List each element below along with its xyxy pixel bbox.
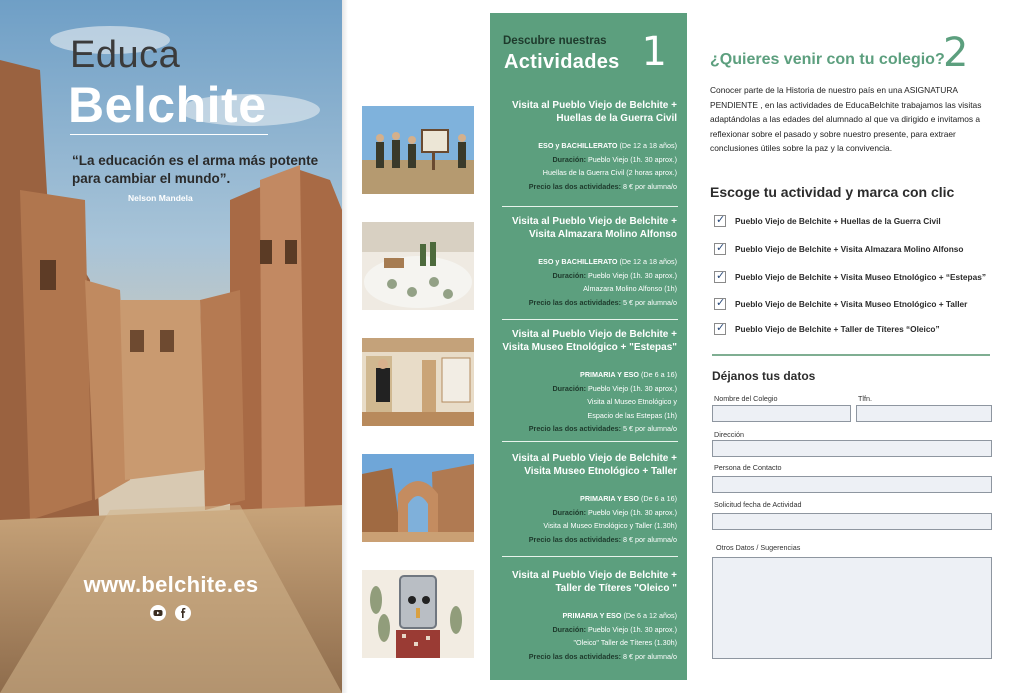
activity-option-label: Pueblo Viejo de Belchite + Visita Museo Etnológico + Taller <box>735 299 968 309</box>
activity-item <box>490 328 687 436</box>
activity-level: ESO y BACHILLERATO <box>538 141 618 150</box>
activity-price: 8 € por alumna/o <box>623 534 677 544</box>
activity-item <box>490 99 687 193</box>
activity-title: Visita al Pueblo Viejo de Belchite + Huellas de la Guerra Civil <box>512 100 677 124</box>
activity-price: 8 € por alumna/o <box>623 651 677 661</box>
activity-option-2[interactable] <box>714 242 963 256</box>
activity-price: 5 € por alumna/o <box>623 297 677 307</box>
notes-label: Otros Datos / Sugerencias <box>716 543 801 552</box>
activity-duration: Pueblo Viejo (1h. 30 aprox.) <box>588 624 677 634</box>
activity-level: ESO y BACHILLERATO <box>538 257 618 266</box>
activity-duration: Pueblo Viejo (1h. 30 aprox.) <box>588 154 677 164</box>
activity-date-label: Solicitud fecha de Actividad <box>714 500 802 509</box>
notes-textarea[interactable] <box>712 557 992 659</box>
activity-title: Visita al Pueblo Viejo de Belchite + Visita Museo Etnológico + Taller <box>512 453 677 477</box>
activity-checkbox[interactable] <box>714 271 726 283</box>
activity-option-label: Pueblo Viejo de Belchite + Huellas de la Guerra Civil <box>735 216 941 226</box>
activity-level: PRIMARIA Y ESO <box>562 611 622 620</box>
activity-item <box>490 215 687 309</box>
duration-label: Duración: <box>552 624 587 634</box>
form-divider <box>712 354 990 356</box>
school-name-input[interactable] <box>712 405 851 422</box>
price-label: Precio las dos actividades: <box>528 424 622 433</box>
activity-extra: Visita al Museo Etnológico y <box>587 397 677 406</box>
activity-option-4[interactable] <box>714 297 967 311</box>
activity-price: 8 € por alumna/o <box>623 181 677 191</box>
photo-guerra-civil <box>362 106 474 194</box>
activity-age: (De 12 a 18 años) <box>619 141 677 150</box>
duration-label: Duración: <box>552 507 587 517</box>
activity-age: (De 6 a 16) <box>641 494 677 503</box>
activity-checkbox[interactable] <box>714 215 726 227</box>
activity-checkbox[interactable] <box>714 323 726 335</box>
school-form-panel <box>710 0 1010 693</box>
activity-checkbox[interactable] <box>714 298 726 310</box>
brand-belchite: Belchite <box>68 77 267 133</box>
form-question-title: ¿Quieres venir con tu colegio? <box>710 51 945 68</box>
activity-age: (De 12 a 18 años) <box>619 257 677 266</box>
activity-divider <box>502 556 678 557</box>
activity-extra: Visita al Museo Etnológico y Taller (1.30h) <box>543 521 677 530</box>
check-icon: ✓ <box>716 214 726 226</box>
activity-option-3[interactable] <box>714 270 986 284</box>
choose-activity-title: Escoge tu actividad y marca con clic <box>710 184 955 200</box>
contact-input[interactable] <box>712 476 992 493</box>
check-icon: ✓ <box>716 270 726 282</box>
activity-extra: "Oleico" Taller de Títeres (1.30h) <box>573 638 677 647</box>
photo-almazara <box>362 222 474 310</box>
brand-divider <box>70 134 268 135</box>
activity-level: PRIMARIA Y ESO <box>580 494 640 503</box>
address-input[interactable] <box>712 440 992 457</box>
activity-option-label: Pueblo Viejo de Belchite + Taller de Títeres “Oleico” <box>735 324 940 334</box>
cover-panel <box>0 0 342 693</box>
activity-extra: Almazara Molino Alfonso (1h) <box>583 284 677 293</box>
activity-date-input[interactable] <box>712 513 992 530</box>
activity-checkbox[interactable] <box>714 243 726 255</box>
activities-title: Actividades <box>504 51 620 73</box>
activity-age: (De 6 a 12 años) <box>623 611 677 620</box>
activity-title: Visita al Pueblo Viejo de Belchite + Visita Almazara Molino Alfonso <box>512 216 677 240</box>
page-fold-shadow <box>342 0 348 693</box>
photo-iglesia-ruinas <box>362 454 474 542</box>
activity-option-1[interactable] <box>714 214 941 228</box>
check-icon: ✓ <box>716 322 726 334</box>
price-label: Precio las dos actividades: <box>528 297 622 307</box>
activity-option-label: Pueblo Viejo de Belchite + Visita Museo Etnológico + “Estepas” <box>735 272 986 282</box>
photo-titeres <box>362 570 474 658</box>
activity-price: 5 € por alumna/o <box>623 424 677 433</box>
youtube-icon[interactable] <box>150 605 166 621</box>
form-intro-text: Conocer parte de la Historia de nuestro país en una ASIGNATURA PENDIENTE , en las actividades de EducaBelchite trabajamos las visitas adaptándolas a las edades del alumnado al que va dirigido e invitamos a reflexionar sobre el pasado y sobre nuestro presente, para extraer conclusiones útiles sobre la paz y la convivencia. <box>710 85 982 153</box>
section-number: 1 <box>641 29 667 75</box>
activity-divider <box>502 441 678 442</box>
website-link[interactable]: www.belchite.es <box>83 572 259 597</box>
phone-input[interactable] <box>856 405 992 422</box>
check-icon: ✓ <box>716 297 726 309</box>
activities-subtitle: Descubre nuestras <box>503 35 607 47</box>
quote-text: “La educación es el arma más potente para cambiar el mundo”. <box>72 153 319 186</box>
activity-option-label: Pueblo Viejo de Belchite + Visita Almazara Molino Alfonso <box>735 244 964 254</box>
brand-educa: Educa <box>70 34 181 76</box>
activity-duration: Pueblo Viejo (1h. 30 aprox.) <box>588 507 677 517</box>
section-number: 2 <box>943 30 969 76</box>
activity-item <box>490 569 687 663</box>
duration-label: Duración: <box>552 154 587 164</box>
activity-duration: Pueblo Viejo (1h. 30 aprox.) <box>588 270 677 280</box>
activity-option-5[interactable] <box>714 322 940 336</box>
activity-item <box>490 452 687 546</box>
price-label: Precio las dos actividades: <box>528 181 622 191</box>
school-name-label: Nombre del Colegio <box>714 394 778 403</box>
activity-level: PRIMARIA Y ESO <box>580 370 640 379</box>
activity-extra: Huellas de la Guerra Civil (2 horas aprox.) <box>542 168 677 177</box>
quote-author: Nelson Mandela <box>128 193 193 203</box>
facebook-icon[interactable] <box>175 605 191 621</box>
contact-label: Persona de Contacto <box>714 463 782 472</box>
phone-label: Tlfn. <box>858 394 872 403</box>
activity-duration: Pueblo Viejo (1h. 30 aprox.) <box>588 383 677 393</box>
activity-title: Visita al Pueblo Viejo de Belchite + Taller de Títeres "Oleico " <box>512 570 677 594</box>
duration-label: Duración: <box>552 270 587 280</box>
activity-divider <box>502 206 678 207</box>
price-label: Precio las dos actividades: <box>528 534 622 544</box>
activity-age: (De 6 a 16) <box>641 370 677 379</box>
data-section-title: Déjanos tus datos <box>712 369 816 383</box>
duration-label: Duración: <box>552 383 587 393</box>
activities-panel <box>490 13 687 680</box>
activity-divider <box>502 319 678 320</box>
activity-extra2: Espacio de las Estepas (1h) <box>587 410 677 420</box>
photo-museo-etnologico <box>362 338 474 426</box>
activity-title: Visita al Pueblo Viejo de Belchite + Visita Museo Etnológico + "Estepas" <box>502 329 677 353</box>
price-label: Precio las dos actividades: <box>528 651 622 661</box>
address-label: Dirección <box>714 430 744 439</box>
check-icon: ✓ <box>716 242 726 254</box>
